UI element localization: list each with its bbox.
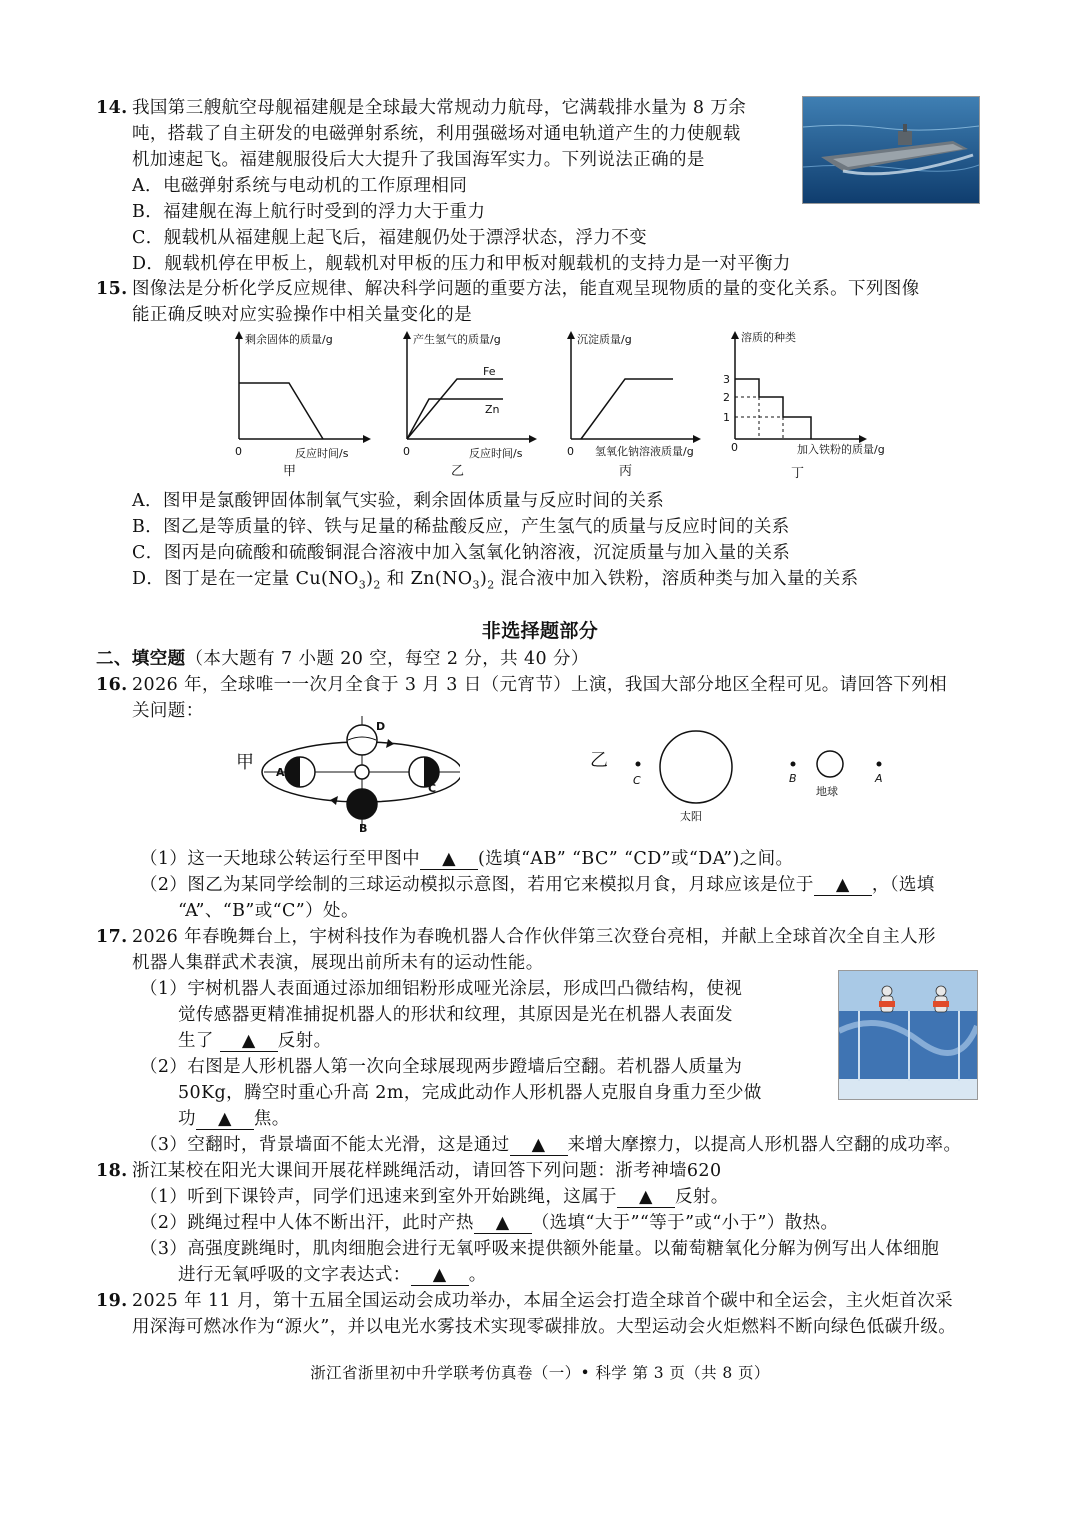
q14-stem-line-2: 吨，搭载了自主研发的电磁弹射系统，利用强磁场对通电轨道产生的力使舰载 — [132, 124, 741, 144]
section-heading: 二、填空题（本大题有 7 小题 20 空，每空 2 分，共 40 分） — [96, 649, 589, 669]
graph-bing-caption: 丙 — [619, 464, 633, 479]
fig-yi-label-c: C — [633, 774, 641, 787]
q16-number: 16. — [96, 675, 128, 695]
fig-yi-label-a: A — [875, 772, 883, 785]
graph-ding-tick-2: 2 — [723, 391, 730, 404]
q18-number: 18. — [96, 1161, 128, 1181]
fig-jia-title: 甲 — [236, 752, 254, 773]
q15-option-d: D．图丁是在一定量 $Cu(NO_3)_2$ 和 $Zn(NO_3)_2$ 混合液中加入铁粉，溶质种类与加入量的关系 — [132, 569, 859, 592]
fig-yi-earth: 地球 — [816, 785, 838, 798]
q16-figure-jia — [230, 712, 460, 834]
graph-yi-caption: 乙 — [451, 464, 465, 479]
q14-number: 14. — [96, 98, 128, 118]
graph-yi-series-fe: Fe — [483, 365, 496, 378]
graph-jia-ylabel: 剩余固体的质量/g — [245, 333, 333, 346]
fig-yi-sun: 太阳 — [680, 810, 702, 823]
q18-part-1: （1）听到下课铃声，同学们迅速来到室外开始跳绳，这属于 ▲ 反射。 — [140, 1187, 729, 1207]
q17-part-2-line-3: 功 ▲ 焦。 — [178, 1109, 290, 1129]
q16-figure-yi — [586, 722, 896, 826]
q14-stem-line-3: 机加速起飞。福建舰服役后大大提升了我国海军实力。下列说法正确的是 — [132, 150, 705, 170]
earth-circle — [817, 751, 843, 777]
q15-option-b: B．图乙是等质量的锌、铁与足量的稀盐酸反应，产生氢气的质量与反应时间的关系 — [132, 517, 790, 537]
q15-option-c: C．图丙是向硫酸和硫酸铜混合溶液中加入氢氧化钠溶液，沉淀质量与加入量的关系 — [132, 543, 791, 563]
q16-stem-line-2: 关问题： — [132, 701, 204, 721]
graph-ding — [723, 330, 885, 456]
q16-part-2-line-2: “A”、“B”或“C”）处。 — [178, 901, 359, 921]
section-title: 非选择题部分 — [481, 620, 599, 642]
graph-jia — [235, 331, 371, 460]
graph-yi — [403, 331, 537, 460]
graph-bing-origin: 0 — [567, 445, 574, 458]
q14-option-d: D．舰载机停在甲板上，舰载机对甲板的压力和甲板对舰载机的支持力是一对平衡力 — [132, 254, 791, 274]
fig-jia-label-c: C — [428, 782, 437, 795]
graph-yi-origin: 0 — [403, 445, 410, 458]
graph-ding-tick-1: 1 — [723, 411, 730, 424]
q15-stem-line-2: 能正确反映对应实验操作中相关量变化的是 — [132, 305, 473, 325]
graph-jia-caption: 甲 — [283, 464, 297, 479]
q17-part-2-line-1: （2）右图是人形机器人第一次向全球展现两步蹬墙后空翻。若机器人质量为 — [140, 1057, 743, 1077]
aircraft-carrier-photo — [802, 96, 980, 204]
q19-stem-line-2: 用深海可燃冰作为“源火”，并以电光水雾技术实现零碳排放。大型运动会火炬燃料不断向绿色低碳升级。 — [132, 1317, 957, 1337]
graph-yi-xlabel: 反应时间/s — [469, 447, 523, 460]
q14-option-a: A．电磁弹射系统与电动机的工作原理相同 — [132, 176, 468, 196]
q19-number: 19. — [96, 1291, 128, 1311]
q16-part-2: （2）图乙为某同学绘制的三球运动模拟示意图，若用它来模拟月食，月球应该是位于 ▲ ，（选填 — [140, 875, 935, 895]
graph-ding-xlabel: 加入铁粉的质量/g — [797, 443, 885, 456]
graph-jia-xlabel: 反应时间/s — [295, 447, 349, 460]
fig-yi-title: 乙 — [590, 750, 608, 771]
graph-yi-ylabel: 产生氢气的质量/g — [413, 333, 501, 346]
q17-number: 17. — [96, 927, 128, 947]
q15-option-a: A．图甲是氯酸钾固体制氧气实验，剩余固体质量与反应时间的关系 — [132, 491, 665, 511]
q18-part-2: （2）跳绳过程中人体不断出汗，此时产热 ▲ （选填“大于”“等于”或“小于”）散热。 — [140, 1213, 839, 1233]
q18-part-3-line-2: 进行无氧呼吸的文字表达式： ▲ 。 — [178, 1265, 487, 1285]
robot-backflip-photo — [838, 970, 978, 1100]
sun-circle — [660, 731, 732, 803]
q17-stem-line-2: 机器人集群武术表演，展现出前所未有的运动性能。 — [132, 953, 544, 973]
graph-yi-series-zn: Zn — [485, 403, 500, 416]
q16-part-1: （1）这一天地球公转运行至甲图中 ▲ (选填“AB” “BC” “CD”或“DA”)之间。 — [140, 849, 794, 869]
graph-ding-caption: 丁 — [791, 466, 805, 481]
q17-part-3: （3）空翻时，背景墙面不能太光滑，这是通过 ▲ 来增大摩擦力，以提高人形机器人空翻的成功率。 — [140, 1135, 962, 1155]
graph-ding-ylabel: 溶质的种类 — [741, 331, 796, 344]
q15-number: 15. — [96, 279, 128, 299]
graph-ding-tick-3: 3 — [723, 373, 730, 386]
fig-yi-label-b: B — [789, 772, 797, 785]
q15-stem-line-1: 图像法是分析化学反应规律、解决科学问题的重要方法，能直观呈现物质的量的变化关系。下列图像 — [132, 279, 920, 299]
graph-bing-xlabel: 氢氧化钠溶液质量/g — [595, 445, 694, 458]
q16-stem-line-1: 2026 年，全球唯一一次月全食于 3 月 3 日（元宵节）上演，我国大部分地区全程可见。请回答下列相 — [132, 675, 948, 695]
graph-jia-origin: 0 — [235, 445, 242, 458]
q14-option-c: C．舰载机从福建舰上起飞后，福建舰仍处于漂浮状态，浮力不变 — [132, 228, 647, 248]
q17-stem-line-1: 2026 年春晚舞台上，宇树科技作为春晚机器人合作伙伴第三次登台亮相，并献上全球首次全自主人形 — [132, 927, 936, 947]
q18-part-3-line-1: （3）高强度跳绳时，肌肉细胞会进行无氧呼吸来提供额外能量。以葡萄糖氧化分解为例写出人体细胞 — [140, 1239, 940, 1259]
q17-part-1-line-1: （1）宇树机器人表面通过添加细铝粉形成哑光涂层，形成凹凸微结构，使视 — [140, 979, 743, 999]
q19-stem-line-1: 2025 年 11 月，第十五届全国运动会成功举办，本届全运会打造全球首个碳中和全运会，主火炬首次采 — [132, 1291, 953, 1311]
fig-jia-label-d: D — [376, 720, 386, 733]
q15-graphs — [225, 325, 925, 485]
graph-bing-ylabel: 沉淀质量/g — [577, 333, 632, 346]
q14-option-b: B．福建舰在海上航行时受到的浮力大于重力 — [132, 202, 486, 222]
graph-ding-origin: 0 — [731, 441, 738, 454]
fig-jia-label-b: B — [359, 822, 368, 834]
page-footer: 浙江省浙里初中升学联考仿真卷（一）• 科学 第 3 页（共 8 页） — [310, 1364, 770, 1382]
q18-stem: 浙江某校在阳光大课间开展花样跳绳活动，请回答下列问题：浙考神墙620 — [132, 1161, 722, 1181]
fig-jia-label-a: A — [276, 766, 285, 779]
q17-part-1-line-2: 觉传感器更精准捕捉机器人的形状和纹理，其原因是光在机器人表面发 — [178, 1005, 733, 1025]
graph-bing — [567, 331, 701, 458]
q17-part-1-line-3: 生了 ▲ 反射。 — [178, 1031, 332, 1051]
q14-stem-line-1: 我国第三艘航空母舰福建舰是全球最大常规动力航母，它满载排水量为 8 万余 — [132, 98, 747, 118]
q17-part-2-line-2: 50Kg，腾空时重心升高 2m，完成此动作人形机器人克服自身重力至少做 — [178, 1083, 762, 1103]
